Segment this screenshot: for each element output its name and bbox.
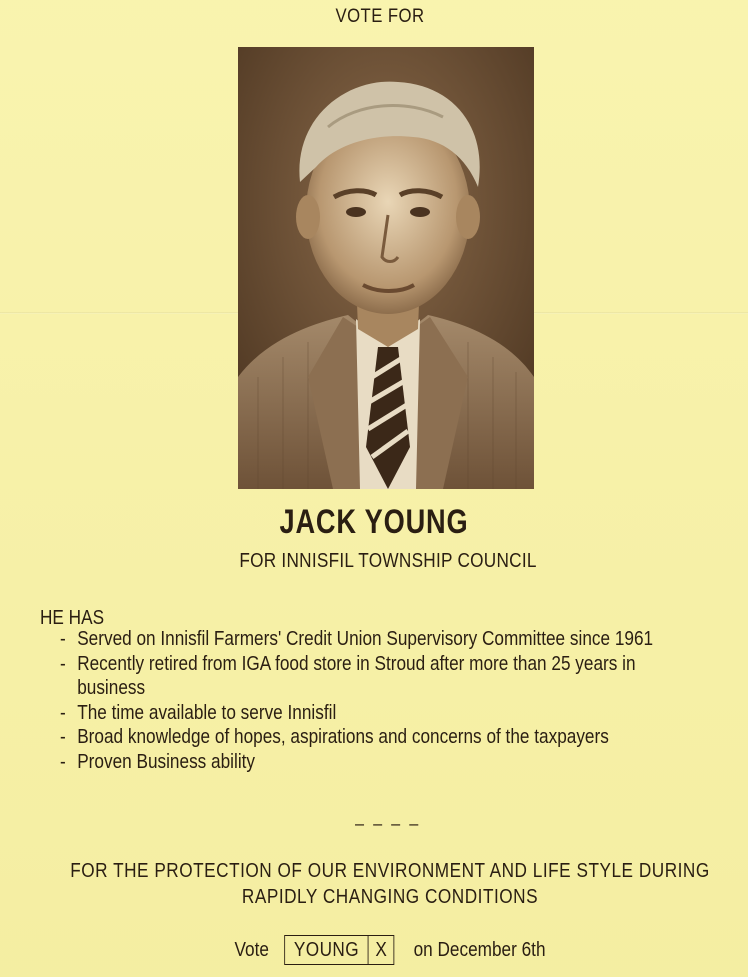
section-divider: _ _ _ _ bbox=[355, 806, 421, 826]
vote-word: Vote bbox=[234, 938, 269, 961]
ballot-line bbox=[55, 935, 726, 965]
election-date: on December 6th bbox=[413, 938, 546, 961]
slogan-line-2: RAPIDLY CHANGING CONDITIONS bbox=[241, 886, 539, 908]
ballot-candidate-name: YOUNG bbox=[293, 938, 360, 961]
list-item: - Proven Business ability bbox=[60, 750, 662, 775]
list-item: - Broad knowledge of hopes, aspirations and concerns of the taxpayers bbox=[60, 725, 662, 750]
campaign-slogan bbox=[55, 858, 726, 910]
candidate-name: JACK YOUNG bbox=[279, 503, 469, 541]
candidate-office: FOR INNISFIL TOWNSHIP COUNCIL bbox=[239, 550, 537, 572]
list-item: - The time available to serve Innisfil bbox=[60, 701, 662, 726]
qualifications-heading: HE HAS bbox=[40, 607, 105, 629]
list-item: - Recently retired from IGA food store in Stroud after more than 25 years in business bbox=[60, 652, 662, 701]
portrait-photo-icon bbox=[238, 47, 534, 489]
list-item: - Served on Innisfil Farmers' Credit Union Supervisory Committee since 1961 bbox=[60, 627, 662, 652]
ballot-box bbox=[284, 935, 394, 965]
qualifications-list bbox=[60, 627, 662, 774]
slogan-line-1: FOR THE PROTECTION OF OUR ENVIRONMENT AND LIFE STYLE DURING bbox=[70, 860, 710, 882]
candidate-portrait bbox=[238, 47, 534, 489]
vote-for-heading: VOTE FOR bbox=[335, 6, 425, 27]
ballot-x-mark: X bbox=[368, 936, 394, 964]
